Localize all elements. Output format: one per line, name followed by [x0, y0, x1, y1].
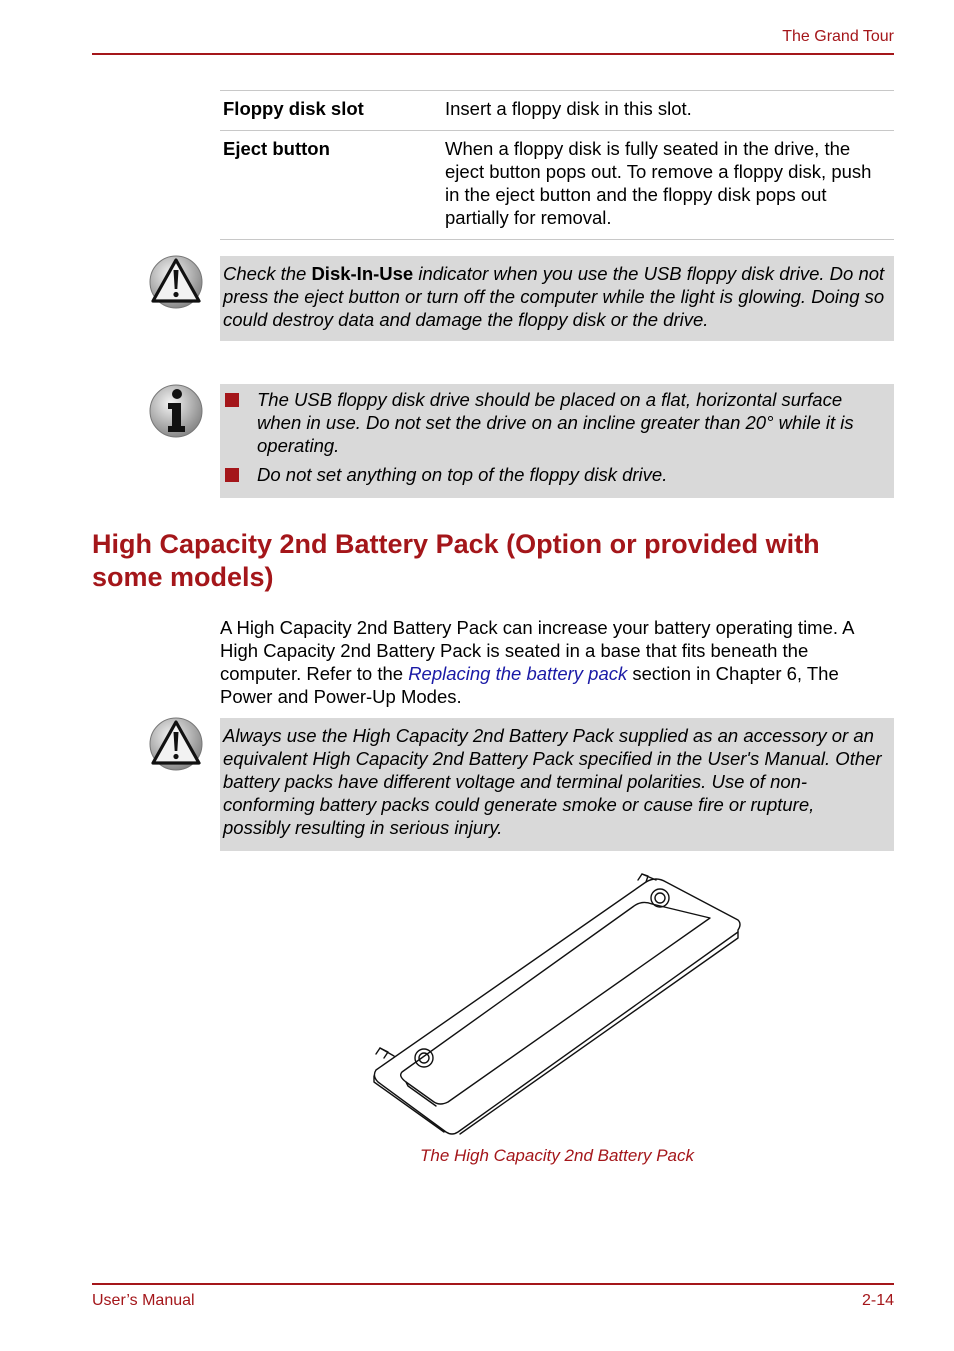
battery-pack-illustration	[366, 870, 746, 1140]
list-item	[223, 388, 886, 457]
figure-caption: The High Capacity 2nd Battery Pack	[419, 1146, 695, 1165]
running-header: The Grand Tour	[782, 28, 894, 45]
bullet-square-icon	[225, 393, 239, 407]
table-row	[220, 130, 894, 240]
bullet-square-icon	[225, 468, 239, 482]
paragraph-text: section in Chapter 6, The Power and Power-Up Modes.	[220, 663, 839, 707]
caution-text: Check the	[223, 263, 312, 284]
caution-note	[220, 256, 894, 341]
list-item-text: Do not set anything on top of the floppy disk drive.	[257, 464, 668, 485]
warning-icon	[148, 716, 204, 772]
table-key: Floppy disk slot	[223, 98, 364, 119]
header-rule	[92, 53, 894, 55]
list-item	[223, 463, 886, 486]
footer-manual-title: User’s Manual	[92, 1292, 195, 1309]
info-icon	[148, 383, 204, 439]
caution-note: Always use the High Capacity 2nd Battery Pack supplied as an accessory or an equivalent High Capacity 2nd Battery Pack specified in the User's Manual. Other battery packs have different voltage and terminal polarities. Use of non-conforming battery packs could generate smoke or cause fire or rupture, possibly resulting in serious injury.	[220, 718, 894, 851]
page-number: 2-14	[861, 1292, 894, 1309]
spec-table	[220, 90, 894, 240]
table-key: Eject button	[223, 138, 330, 159]
cross-reference-link[interactable]: Replacing the battery pack	[408, 663, 628, 684]
table-row	[220, 90, 894, 130]
table-value: Insert a floppy disk in this slot.	[445, 98, 692, 119]
table-value: When a floppy disk is fully seated in the drive, the eject button pops out. To remove a floppy disk, push in the eject button and the floppy disk pops out partially for removal.	[445, 138, 872, 228]
info-note	[220, 384, 894, 498]
body-paragraph	[220, 616, 894, 708]
footer-rule	[92, 1283, 894, 1285]
warning-icon	[148, 254, 204, 310]
indicator-name: Disk-In-Use	[311, 263, 414, 284]
caution-text: indicator when you use the USB floppy disk drive. Do not press the eject button or turn off the computer while the light is glowing. Doing so could destroy data and damage the floppy disk or the drive.	[223, 263, 885, 330]
list-item-text: The USB floppy disk drive should be placed on a flat, horizontal surface when in use. Do not set the drive on an incline greater than 20° while it is operating.	[257, 389, 854, 456]
paragraph-text: A High Capacity 2nd Battery Pack can increase your battery operating time. A High Capacity 2nd Battery Pack is seated in a base that fits beneath the computer. Refer to the	[220, 617, 854, 684]
section-heading: High Capacity 2nd Battery Pack (Option or provided with some models)	[92, 529, 820, 592]
